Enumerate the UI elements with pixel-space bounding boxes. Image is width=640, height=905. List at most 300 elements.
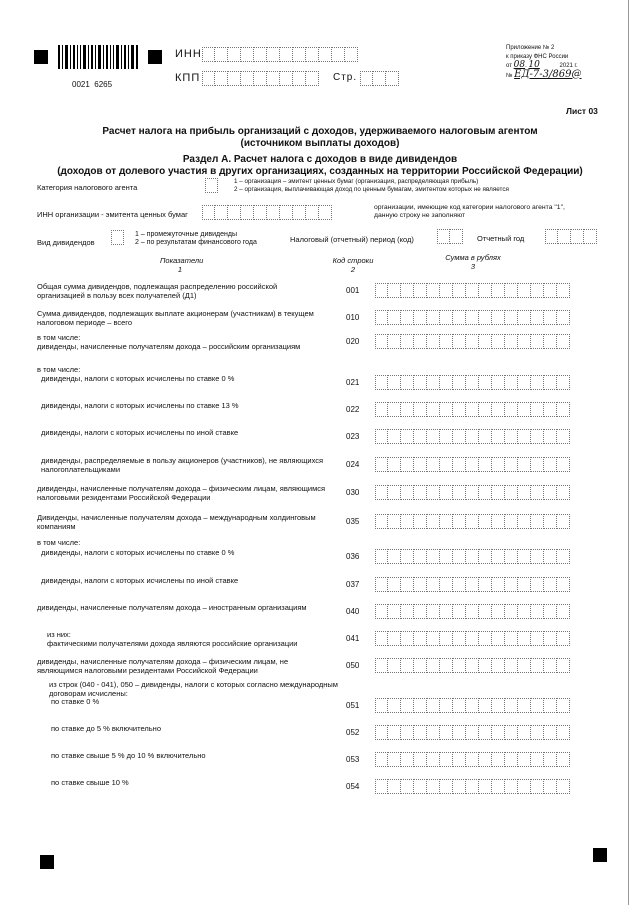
sum-cell[interactable]: [388, 725, 401, 740]
appendix-line4: [506, 68, 582, 81]
sum-cell[interactable]: [388, 514, 401, 529]
sum-cell[interactable]: [414, 779, 427, 794]
sum-cell[interactable]: [505, 658, 518, 673]
sum-cell[interactable]: [375, 725, 388, 740]
sum-cell[interactable]: [401, 457, 414, 472]
sum-cell[interactable]: [544, 457, 557, 472]
sum-cell[interactable]: [466, 334, 479, 349]
sum-cell[interactable]: [492, 604, 505, 619]
sum-cell[interactable]: [375, 752, 388, 767]
inn-cells[interactable]: [202, 47, 358, 62]
sum-cell[interactable]: [388, 658, 401, 673]
sum-cell[interactable]: [479, 752, 492, 767]
sum-cell[interactable]: [505, 514, 518, 529]
sum-cell[interactable]: [401, 752, 414, 767]
sum-cell[interactable]: [544, 283, 557, 298]
sum-cell[interactable]: [427, 310, 440, 325]
sum-cell[interactable]: [557, 429, 570, 444]
sum-cell[interactable]: [557, 779, 570, 794]
sum-cell[interactable]: [414, 429, 427, 444]
sum-cell[interactable]: [414, 457, 427, 472]
sum-cell[interactable]: [518, 310, 531, 325]
sum-cell[interactable]: [492, 485, 505, 500]
sum-cell[interactable]: [427, 577, 440, 592]
sum-cell[interactable]: [453, 310, 466, 325]
sum-cell[interactable]: [466, 752, 479, 767]
sum-cell[interactable]: [466, 577, 479, 592]
sum-cell[interactable]: [401, 402, 414, 417]
sum-cell[interactable]: [557, 283, 570, 298]
sum-cell[interactable]: [557, 457, 570, 472]
sum-cell[interactable]: [440, 604, 453, 619]
sum-cell[interactable]: [531, 283, 544, 298]
sum-cell[interactable]: [518, 549, 531, 564]
year-cells[interactable]: [545, 229, 597, 244]
sum-cell[interactable]: [544, 604, 557, 619]
sum-cell[interactable]: [557, 334, 570, 349]
row-sum-cells[interactable]: [375, 485, 570, 500]
sum-cell[interactable]: [531, 658, 544, 673]
sum-cell[interactable]: [544, 310, 557, 325]
sum-cell[interactable]: [479, 604, 492, 619]
sum-cell[interactable]: [440, 549, 453, 564]
sum-cell[interactable]: [518, 698, 531, 713]
sum-cell[interactable]: [544, 549, 557, 564]
sum-cell[interactable]: [531, 485, 544, 500]
sum-cell[interactable]: [427, 402, 440, 417]
sum-cell[interactable]: [427, 429, 440, 444]
sum-cell[interactable]: [466, 310, 479, 325]
dividend-type-cell[interactable]: [111, 230, 124, 245]
sum-cell[interactable]: [505, 604, 518, 619]
sum-cell[interactable]: [544, 631, 557, 646]
sum-cell[interactable]: [531, 549, 544, 564]
sum-cell[interactable]: [466, 457, 479, 472]
sum-cell[interactable]: [401, 725, 414, 740]
sum-cell[interactable]: [505, 283, 518, 298]
sum-cell[interactable]: [427, 549, 440, 564]
sum-cell[interactable]: [453, 752, 466, 767]
row-sum-cells[interactable]: [375, 779, 570, 794]
sum-cell[interactable]: [427, 698, 440, 713]
sum-cell[interactable]: [531, 779, 544, 794]
sum-cell[interactable]: [492, 334, 505, 349]
sum-cell[interactable]: [440, 658, 453, 673]
sum-cell[interactable]: [401, 283, 414, 298]
col-header-indicators-num: 1: [177, 265, 183, 274]
sum-cell[interactable]: [544, 514, 557, 529]
sum-cell[interactable]: [479, 375, 492, 390]
sum-cell[interactable]: [557, 310, 570, 325]
issuer-inn-cells[interactable]: [202, 205, 332, 220]
sum-cell[interactable]: [388, 457, 401, 472]
sum-cell[interactable]: [505, 631, 518, 646]
sum-cell[interactable]: [440, 457, 453, 472]
sum-cell[interactable]: [544, 698, 557, 713]
sum-cell[interactable]: [518, 334, 531, 349]
sum-cell[interactable]: [505, 752, 518, 767]
sum-cell[interactable]: [531, 514, 544, 529]
sum-cell[interactable]: [479, 334, 492, 349]
row-sum-cells[interactable]: [375, 698, 570, 713]
sum-cell[interactable]: [388, 402, 401, 417]
sum-cell[interactable]: [466, 402, 479, 417]
sum-cell[interactable]: [414, 658, 427, 673]
sum-cell[interactable]: [505, 725, 518, 740]
sum-cell[interactable]: [375, 514, 388, 529]
sum-cell[interactable]: [492, 514, 505, 529]
sum-cell[interactable]: [479, 631, 492, 646]
sum-cell[interactable]: [375, 485, 388, 500]
row-sum-cells[interactable]: [375, 310, 570, 325]
sum-cell[interactable]: [414, 334, 427, 349]
sum-cell[interactable]: [427, 658, 440, 673]
sum-cell[interactable]: [466, 658, 479, 673]
sum-cell[interactable]: [505, 549, 518, 564]
sum-cell[interactable]: [557, 375, 570, 390]
sum-cell[interactable]: [479, 485, 492, 500]
sum-cell[interactable]: [453, 658, 466, 673]
sum-cell[interactable]: [375, 334, 388, 349]
sum-cell[interactable]: [388, 283, 401, 298]
sum-cell[interactable]: [531, 752, 544, 767]
sum-cell[interactable]: [466, 485, 479, 500]
sum-cell[interactable]: [557, 752, 570, 767]
sum-cell[interactable]: [453, 485, 466, 500]
sum-cell[interactable]: [492, 402, 505, 417]
sum-cell[interactable]: [388, 698, 401, 713]
sum-cell[interactable]: [453, 549, 466, 564]
sum-cell[interactable]: [492, 457, 505, 472]
sum-cell[interactable]: [414, 631, 427, 646]
sum-cell[interactable]: [479, 779, 492, 794]
sum-cell[interactable]: [440, 310, 453, 325]
sum-cell[interactable]: [375, 457, 388, 472]
sum-cell[interactable]: [492, 310, 505, 325]
period-cells[interactable]: [437, 229, 463, 244]
sum-cell[interactable]: [518, 457, 531, 472]
sum-cell[interactable]: [453, 402, 466, 417]
sum-cell[interactable]: [440, 334, 453, 349]
sum-cell[interactable]: [388, 310, 401, 325]
sum-cell[interactable]: [518, 779, 531, 794]
sum-cell[interactable]: [375, 429, 388, 444]
sum-cell[interactable]: [375, 658, 388, 673]
sum-cell[interactable]: [375, 698, 388, 713]
sum-cell[interactable]: [492, 375, 505, 390]
sum-cell[interactable]: [388, 631, 401, 646]
sum-cell[interactable]: [518, 514, 531, 529]
sum-cell[interactable]: [466, 283, 479, 298]
sum-cell[interactable]: [388, 779, 401, 794]
sum-cell[interactable]: [505, 334, 518, 349]
sum-cell[interactable]: [557, 549, 570, 564]
sum-cell[interactable]: [544, 429, 557, 444]
sum-cell[interactable]: [505, 577, 518, 592]
sum-cell[interactable]: [401, 549, 414, 564]
row-sum-cells[interactable]: [375, 283, 570, 298]
sum-cell[interactable]: [518, 752, 531, 767]
sum-cell[interactable]: [427, 514, 440, 529]
sum-cell[interactable]: [492, 725, 505, 740]
row-sum-cells[interactable]: [375, 429, 570, 444]
sum-cell[interactable]: [427, 375, 440, 390]
page-cells[interactable]: [360, 71, 399, 86]
sum-cell[interactable]: [427, 334, 440, 349]
sum-cell[interactable]: [557, 514, 570, 529]
sum-cell[interactable]: [414, 514, 427, 529]
row-sum-cells[interactable]: [375, 604, 570, 619]
sum-cell[interactable]: [414, 310, 427, 325]
sum-cell[interactable]: [401, 779, 414, 794]
sum-cell[interactable]: [479, 283, 492, 298]
sum-cell[interactable]: [453, 725, 466, 740]
sum-cell[interactable]: [544, 375, 557, 390]
sum-cell[interactable]: [388, 429, 401, 444]
sum-cell[interactable]: [518, 485, 531, 500]
sum-cell[interactable]: [466, 375, 479, 390]
sum-cell[interactable]: [492, 658, 505, 673]
row-sum-cells[interactable]: [375, 631, 570, 646]
sum-cell[interactable]: [401, 334, 414, 349]
sum-cell[interactable]: [427, 752, 440, 767]
row-sum-cells[interactable]: [375, 752, 570, 767]
sum-cell[interactable]: [479, 698, 492, 713]
sum-cell[interactable]: [440, 283, 453, 298]
sum-cell[interactable]: [440, 429, 453, 444]
sum-cell[interactable]: [453, 577, 466, 592]
sum-cell[interactable]: [544, 725, 557, 740]
sum-cell[interactable]: [557, 658, 570, 673]
sum-cell[interactable]: [544, 779, 557, 794]
sum-cell[interactable]: [440, 752, 453, 767]
sum-cell[interactable]: [466, 604, 479, 619]
sum-cell[interactable]: [518, 631, 531, 646]
sum-cell[interactable]: [544, 334, 557, 349]
sum-cell[interactable]: [479, 429, 492, 444]
sum-cell[interactable]: [557, 402, 570, 417]
sum-cell[interactable]: [388, 334, 401, 349]
sum-cell[interactable]: [518, 725, 531, 740]
sum-cell[interactable]: [544, 658, 557, 673]
sum-cell[interactable]: [466, 631, 479, 646]
sum-cell[interactable]: [440, 514, 453, 529]
sum-cell[interactable]: [375, 283, 388, 298]
sum-cell[interactable]: [440, 485, 453, 500]
sum-cell[interactable]: [505, 402, 518, 417]
agent-category-cell[interactable]: [205, 178, 218, 193]
sum-cell[interactable]: [401, 310, 414, 325]
sum-cell[interactable]: [518, 577, 531, 592]
sum-cell[interactable]: [492, 283, 505, 298]
sum-cell[interactable]: [401, 631, 414, 646]
sum-cell[interactable]: [401, 698, 414, 713]
sum-cell[interactable]: [414, 485, 427, 500]
sum-cell[interactable]: [388, 604, 401, 619]
sum-cell[interactable]: [453, 698, 466, 713]
row-sum-cells[interactable]: [375, 658, 570, 673]
sum-cell[interactable]: [492, 429, 505, 444]
sum-cell[interactable]: [375, 549, 388, 564]
sum-cell[interactable]: [479, 549, 492, 564]
sum-cell[interactable]: [466, 779, 479, 794]
sum-cell[interactable]: [505, 310, 518, 325]
sum-cell[interactable]: [544, 485, 557, 500]
sum-cell[interactable]: [531, 375, 544, 390]
sum-cell[interactable]: [453, 334, 466, 349]
sum-cell[interactable]: [531, 334, 544, 349]
sum-cell[interactable]: [557, 485, 570, 500]
sum-cell[interactable]: [492, 631, 505, 646]
row-sum-cells[interactable]: [375, 549, 570, 564]
sum-cell[interactable]: [479, 658, 492, 673]
sum-cell[interactable]: [440, 631, 453, 646]
sum-cell[interactable]: [505, 457, 518, 472]
sum-cell[interactable]: [401, 658, 414, 673]
sum-cell[interactable]: [492, 549, 505, 564]
row-sum-cells[interactable]: [375, 725, 570, 740]
sum-cell[interactable]: [388, 549, 401, 564]
sum-cell[interactable]: [453, 429, 466, 444]
sum-cell[interactable]: [557, 631, 570, 646]
sum-cell[interactable]: [427, 631, 440, 646]
sum-cell[interactable]: [388, 577, 401, 592]
sum-cell[interactable]: [401, 375, 414, 390]
sum-cell[interactable]: [375, 375, 388, 390]
sum-cell[interactable]: [466, 698, 479, 713]
sum-cell[interactable]: [440, 375, 453, 390]
sum-cell[interactable]: [388, 752, 401, 767]
sum-cell[interactable]: [466, 514, 479, 529]
sum-cell[interactable]: [401, 577, 414, 592]
sum-cell[interactable]: [375, 631, 388, 646]
sum-cell[interactable]: [557, 698, 570, 713]
sum-cell[interactable]: [453, 514, 466, 529]
sum-cell[interactable]: [479, 457, 492, 472]
sum-cell[interactable]: [414, 402, 427, 417]
sum-cell[interactable]: [453, 283, 466, 298]
row-sum-cells[interactable]: [375, 514, 570, 529]
sum-cell[interactable]: [518, 604, 531, 619]
row-sum-cells[interactable]: [375, 577, 570, 592]
sum-cell[interactable]: [466, 429, 479, 444]
sum-cell[interactable]: [414, 698, 427, 713]
sum-cell[interactable]: [375, 577, 388, 592]
sum-cell[interactable]: [427, 283, 440, 298]
sum-cell[interactable]: [505, 485, 518, 500]
sum-cell[interactable]: [453, 375, 466, 390]
sum-cell[interactable]: [492, 779, 505, 794]
row-sum-cells[interactable]: [375, 402, 570, 417]
sum-cell[interactable]: [427, 725, 440, 740]
kpp-cells[interactable]: [202, 71, 319, 86]
sum-cell[interactable]: [505, 375, 518, 390]
sum-cell[interactable]: [557, 725, 570, 740]
sum-cell[interactable]: [518, 283, 531, 298]
sum-cell[interactable]: [492, 752, 505, 767]
sum-cell[interactable]: [427, 457, 440, 472]
sum-cell[interactable]: [479, 402, 492, 417]
sum-cell[interactable]: [388, 485, 401, 500]
sum-cell[interactable]: [518, 375, 531, 390]
sum-cell[interactable]: [414, 604, 427, 619]
sum-cell[interactable]: [453, 631, 466, 646]
sum-cell[interactable]: [375, 310, 388, 325]
sum-cell[interactable]: [492, 698, 505, 713]
sum-cell[interactable]: [440, 402, 453, 417]
sum-cell[interactable]: [505, 698, 518, 713]
sum-cell[interactable]: [531, 725, 544, 740]
sum-cell[interactable]: [518, 402, 531, 417]
sum-cell[interactable]: [466, 725, 479, 740]
sum-cell[interactable]: [531, 631, 544, 646]
sum-cell[interactable]: [427, 604, 440, 619]
sum-cell[interactable]: [557, 577, 570, 592]
sum-cell[interactable]: [375, 779, 388, 794]
sum-cell[interactable]: [401, 429, 414, 444]
sum-cell[interactable]: [414, 283, 427, 298]
sum-cell[interactable]: [414, 725, 427, 740]
barcode-number: 0021 6265: [72, 80, 113, 89]
sum-cell[interactable]: [401, 604, 414, 619]
sum-cell[interactable]: [531, 457, 544, 472]
sum-cell[interactable]: [479, 725, 492, 740]
sum-cell[interactable]: [414, 549, 427, 564]
sum-cell[interactable]: [531, 577, 544, 592]
sum-cell[interactable]: [531, 604, 544, 619]
sum-cell[interactable]: [518, 658, 531, 673]
sum-cell[interactable]: [375, 604, 388, 619]
sum-cell[interactable]: [427, 779, 440, 794]
sum-cell[interactable]: [518, 429, 531, 444]
sum-cell[interactable]: [453, 779, 466, 794]
sum-cell[interactable]: [531, 429, 544, 444]
row-sum-cells[interactable]: [375, 334, 570, 349]
row-sum-cells[interactable]: [375, 457, 570, 472]
sum-cell[interactable]: [453, 604, 466, 619]
sum-cell[interactable]: [544, 402, 557, 417]
sum-cell[interactable]: [401, 485, 414, 500]
sum-cell[interactable]: [505, 429, 518, 444]
sum-cell[interactable]: [414, 577, 427, 592]
sum-cell[interactable]: [492, 577, 505, 592]
sum-cell[interactable]: [414, 375, 427, 390]
sum-cell[interactable]: [531, 310, 544, 325]
row-sum-cells[interactable]: [375, 375, 570, 390]
sum-cell[interactable]: [440, 698, 453, 713]
sum-cell[interactable]: [466, 549, 479, 564]
sum-cell[interactable]: [453, 457, 466, 472]
sum-cell[interactable]: [440, 577, 453, 592]
sum-cell[interactable]: [479, 514, 492, 529]
sum-cell[interactable]: [544, 577, 557, 592]
sum-cell[interactable]: [440, 779, 453, 794]
sum-cell[interactable]: [505, 779, 518, 794]
sum-cell[interactable]: [375, 402, 388, 417]
sum-cell[interactable]: [557, 604, 570, 619]
sum-cell[interactable]: [479, 310, 492, 325]
sum-cell[interactable]: [544, 752, 557, 767]
col-header-sum: [438, 253, 508, 271]
sum-cell[interactable]: [531, 402, 544, 417]
sum-cell[interactable]: [401, 514, 414, 529]
sum-cell[interactable]: [440, 725, 453, 740]
sum-cell[interactable]: [427, 485, 440, 500]
sum-cell[interactable]: [414, 752, 427, 767]
sum-cell[interactable]: [479, 577, 492, 592]
sum-cell[interactable]: [531, 698, 544, 713]
sum-cell[interactable]: [388, 375, 401, 390]
